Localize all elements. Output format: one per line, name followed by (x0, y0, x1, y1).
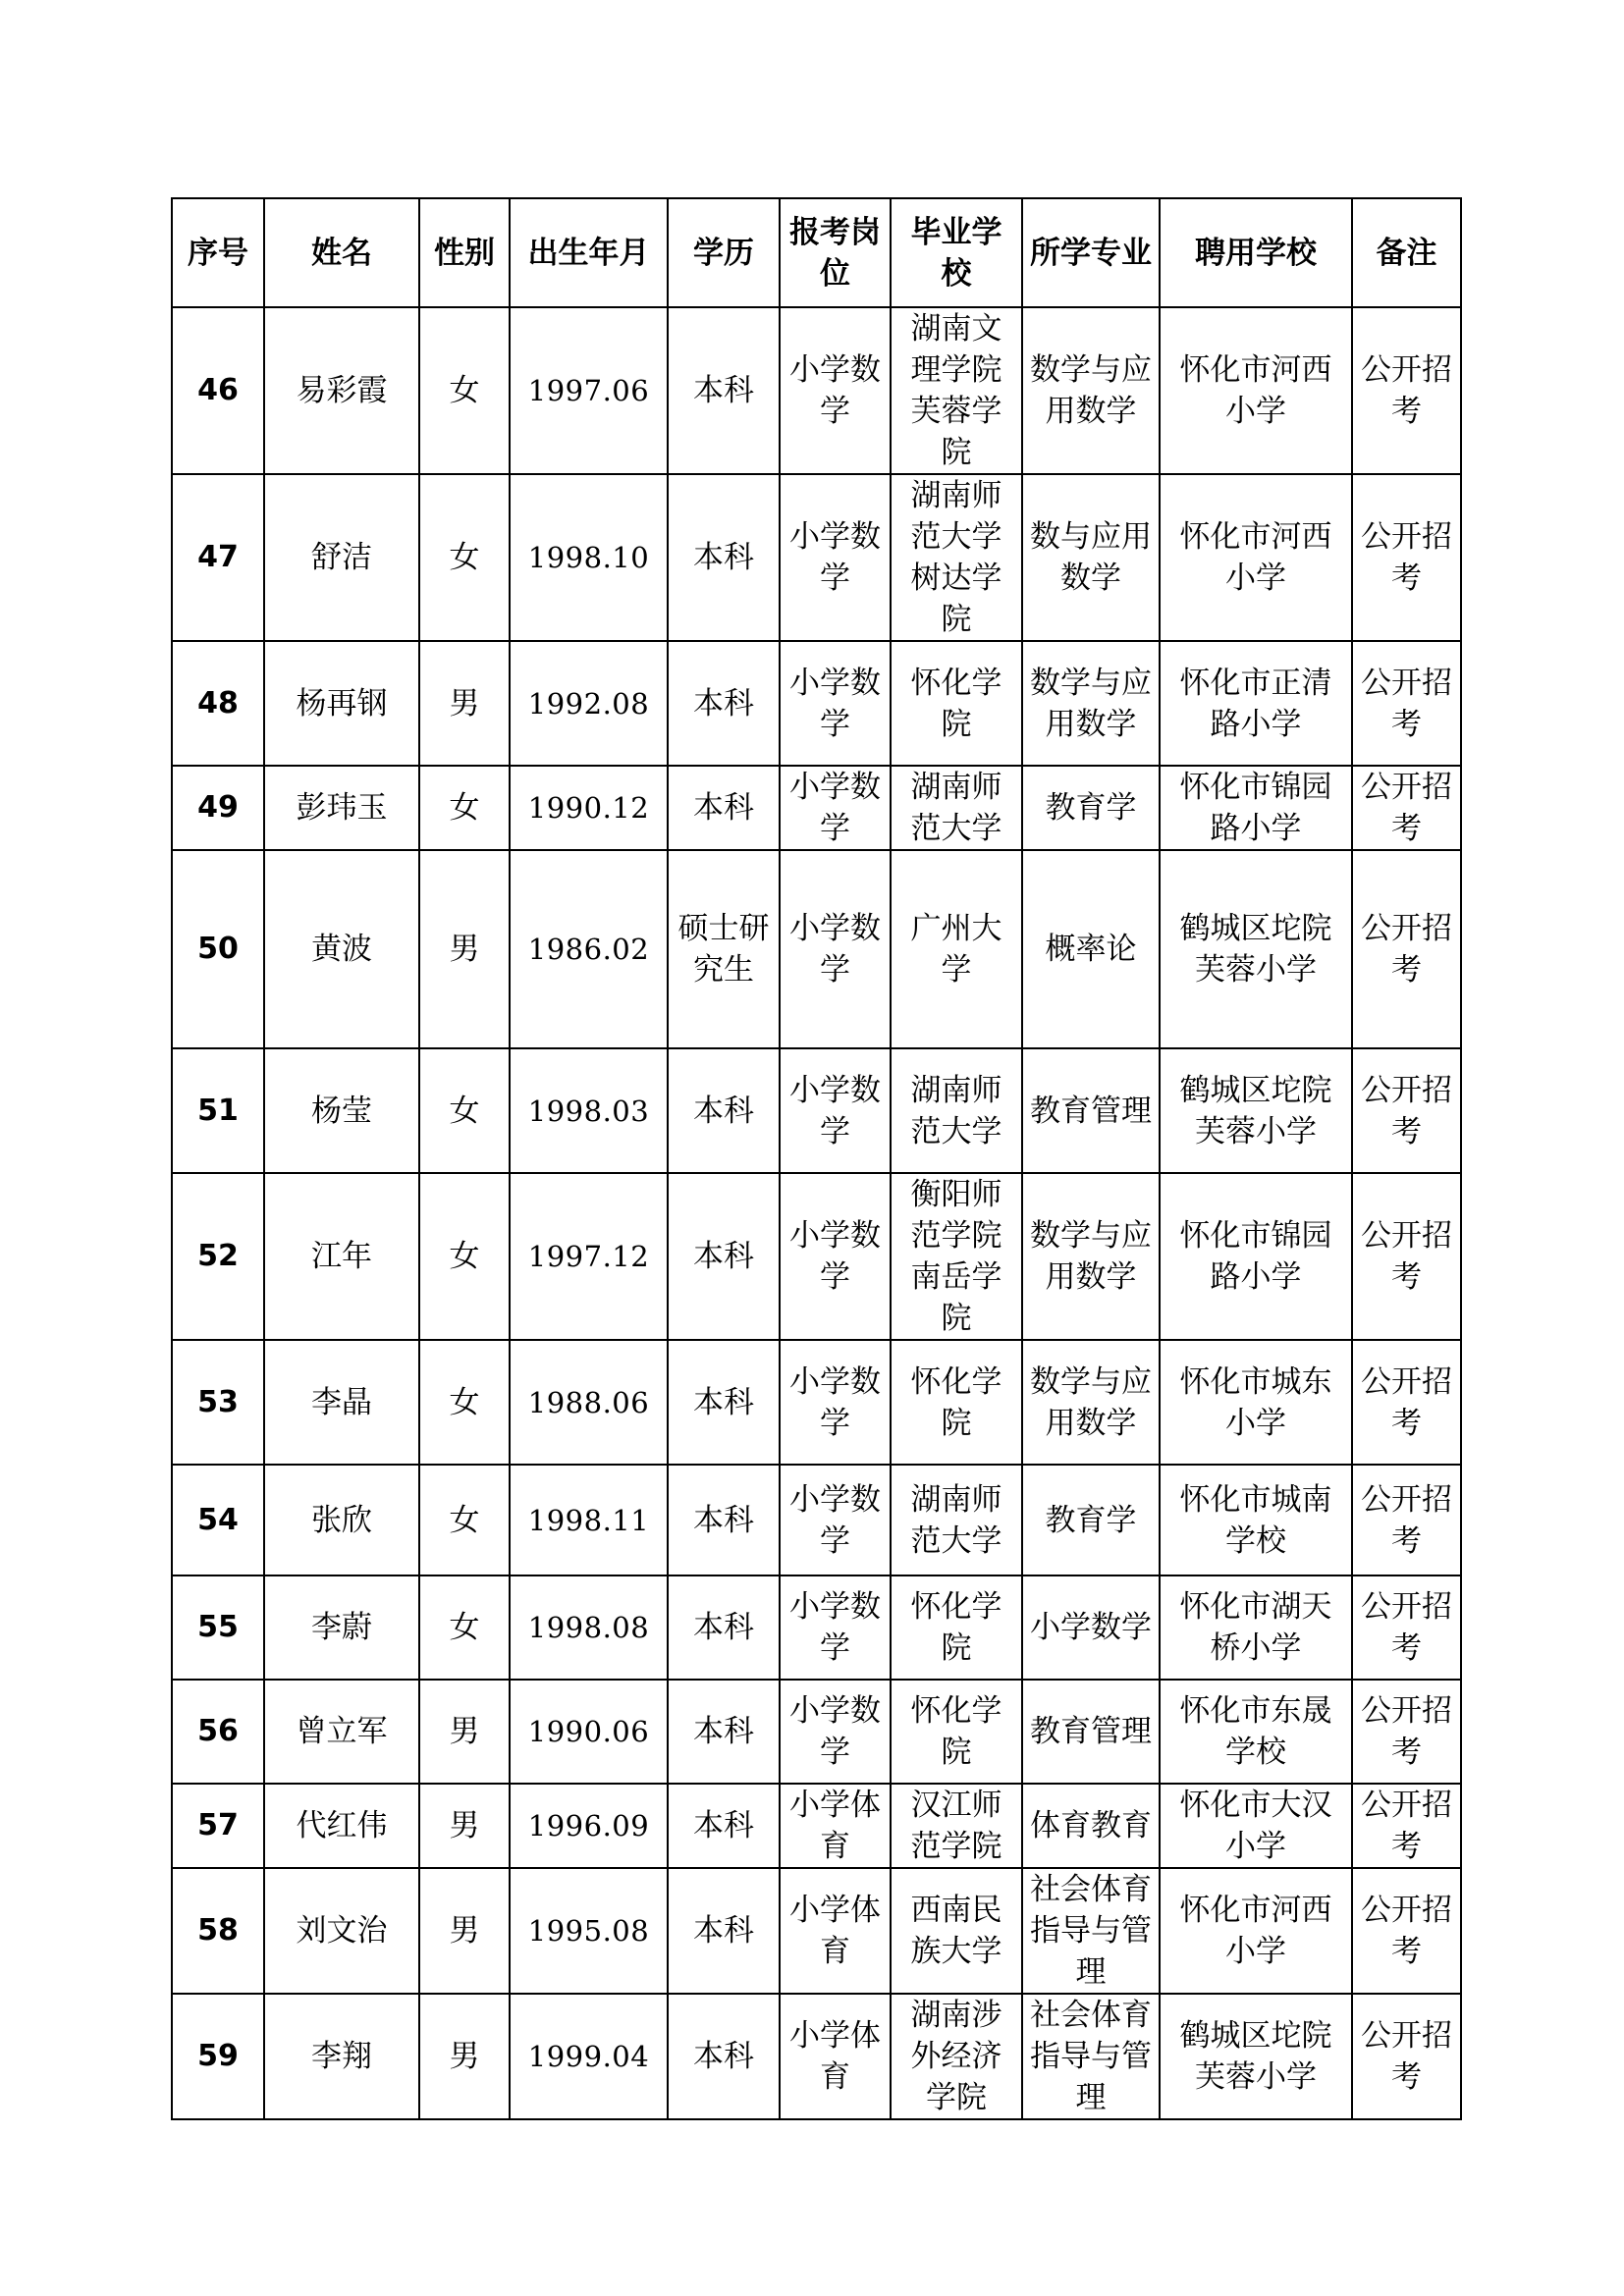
cell-remark: 公开招考 (1352, 850, 1461, 1048)
cell-remark: 公开招考 (1352, 1173, 1461, 1340)
cell-seq: 50 (172, 850, 264, 1048)
cell-major: 数学与应用数学 (1022, 641, 1160, 766)
cell-major: 社会体育指导与管理 (1022, 1868, 1160, 1994)
header-gender: 性别 (419, 198, 510, 307)
cell-education: 本科 (668, 1575, 780, 1680)
cell-seq: 48 (172, 641, 264, 766)
cell-employer: 鹤城区坨院芙蓉小学 (1160, 1048, 1352, 1173)
cell-birth: 1995.08 (510, 1868, 668, 1994)
header-birth: 出生年月 (510, 198, 668, 307)
cell-employer: 怀化市湖天桥小学 (1160, 1575, 1352, 1680)
cell-name: 杨莹 (264, 1048, 419, 1173)
cell-birth: 1998.08 (510, 1575, 668, 1680)
cell-gender: 女 (419, 1465, 510, 1575)
cell-name: 李晶 (264, 1340, 419, 1465)
table-row (172, 641, 1461, 766)
cell-remark: 公开招考 (1352, 1868, 1461, 1994)
header-employer: 聘用学校 (1160, 198, 1352, 307)
cell-position: 小学体育 (780, 1994, 891, 2119)
cell-school: 湖南涉外经济学院 (891, 1994, 1022, 2119)
cell-remark: 公开招考 (1352, 766, 1461, 850)
cell-education: 本科 (668, 1680, 780, 1784)
cell-gender: 女 (419, 1048, 510, 1173)
cell-school: 汉江师范学院 (891, 1784, 1022, 1868)
table-row (172, 1575, 1461, 1680)
cell-birth: 1998.10 (510, 474, 668, 641)
cell-education: 本科 (668, 1868, 780, 1994)
cell-birth: 1992.08 (510, 641, 668, 766)
cell-remark: 公开招考 (1352, 1575, 1461, 1680)
cell-employer: 怀化市河西小学 (1160, 474, 1352, 641)
cell-major: 数学与应用数学 (1022, 1340, 1160, 1465)
cell-seq: 49 (172, 766, 264, 850)
table-row (172, 1340, 1461, 1465)
cell-gender: 女 (419, 1575, 510, 1680)
cell-seq: 56 (172, 1680, 264, 1784)
cell-employer: 怀化市城南学校 (1160, 1465, 1352, 1575)
cell-education: 本科 (668, 1784, 780, 1868)
cell-remark: 公开招考 (1352, 1784, 1461, 1868)
table-row (172, 766, 1461, 850)
cell-remark: 公开招考 (1352, 1680, 1461, 1784)
cell-position: 小学数学 (780, 1575, 891, 1680)
header-major: 所学专业 (1022, 198, 1160, 307)
cell-birth: 1988.06 (510, 1340, 668, 1465)
recruitment-table (171, 197, 1462, 2120)
cell-major: 教育管理 (1022, 1680, 1160, 1784)
cell-position: 小学数学 (780, 850, 891, 1048)
cell-birth: 1997.12 (510, 1173, 668, 1340)
cell-remark: 公开招考 (1352, 1340, 1461, 1465)
cell-major: 数学与应用数学 (1022, 307, 1160, 474)
cell-position: 小学数学 (780, 1465, 891, 1575)
cell-major: 概率论 (1022, 850, 1160, 1048)
table-row (172, 1048, 1461, 1173)
cell-employer: 怀化市锦园路小学 (1160, 766, 1352, 850)
table-row (172, 1784, 1461, 1868)
cell-remark: 公开招考 (1352, 1994, 1461, 2119)
cell-employer: 怀化市正清路小学 (1160, 641, 1352, 766)
cell-gender: 女 (419, 1173, 510, 1340)
cell-seq: 58 (172, 1868, 264, 1994)
cell-major: 教育学 (1022, 766, 1160, 850)
cell-employer: 怀化市大汉小学 (1160, 1784, 1352, 1868)
cell-name: 杨再钢 (264, 641, 419, 766)
cell-gender: 男 (419, 1994, 510, 2119)
cell-gender: 男 (419, 850, 510, 1048)
cell-seq: 47 (172, 474, 264, 641)
cell-school: 西南民族大学 (891, 1868, 1022, 1994)
cell-name: 彭玮玉 (264, 766, 419, 850)
cell-education: 本科 (668, 307, 780, 474)
cell-remark: 公开招考 (1352, 641, 1461, 766)
cell-position: 小学体育 (780, 1868, 891, 1994)
cell-name: 舒洁 (264, 474, 419, 641)
cell-name: 江年 (264, 1173, 419, 1340)
cell-employer: 怀化市锦园路小学 (1160, 1173, 1352, 1340)
cell-school: 怀化学院 (891, 1680, 1022, 1784)
cell-gender: 男 (419, 1868, 510, 1994)
cell-gender: 男 (419, 1784, 510, 1868)
cell-school: 怀化学院 (891, 1340, 1022, 1465)
cell-seq: 53 (172, 1340, 264, 1465)
cell-education: 本科 (668, 1465, 780, 1575)
cell-school: 怀化学院 (891, 1575, 1022, 1680)
cell-gender: 女 (419, 474, 510, 641)
cell-position: 小学数学 (780, 1173, 891, 1340)
cell-birth: 1986.02 (510, 850, 668, 1048)
cell-position: 小学数学 (780, 474, 891, 641)
cell-school: 衡阳师范学院南岳学院 (891, 1173, 1022, 1340)
cell-education: 本科 (668, 1173, 780, 1340)
cell-name: 代红伟 (264, 1784, 419, 1868)
cell-name: 易彩霞 (264, 307, 419, 474)
table-row (172, 474, 1461, 641)
cell-education: 本科 (668, 641, 780, 766)
cell-school: 湖南文理学院芙蓉学院 (891, 307, 1022, 474)
cell-gender: 女 (419, 307, 510, 474)
cell-position: 小学数学 (780, 1048, 891, 1173)
cell-position: 小学数学 (780, 766, 891, 850)
table-row (172, 1680, 1461, 1784)
cell-major: 数与应用数学 (1022, 474, 1160, 641)
cell-remark: 公开招考 (1352, 474, 1461, 641)
cell-school: 广州大学 (891, 850, 1022, 1048)
cell-school: 湖南师范大学 (891, 1465, 1022, 1575)
cell-gender: 女 (419, 1340, 510, 1465)
cell-position: 小学数学 (780, 1680, 891, 1784)
cell-major: 小学数学 (1022, 1575, 1160, 1680)
cell-major: 社会体育指导与管理 (1022, 1994, 1160, 2119)
cell-employer: 鹤城区坨院芙蓉小学 (1160, 1994, 1352, 2119)
cell-school: 湖南师范大学 (891, 1048, 1022, 1173)
table-row (172, 1868, 1461, 1994)
cell-birth: 1997.06 (510, 307, 668, 474)
cell-employer: 怀化市东晟学校 (1160, 1680, 1352, 1784)
cell-education: 本科 (668, 474, 780, 641)
cell-major: 数学与应用数学 (1022, 1173, 1160, 1340)
cell-remark: 公开招考 (1352, 1048, 1461, 1173)
cell-name: 曾立军 (264, 1680, 419, 1784)
cell-name: 李翔 (264, 1994, 419, 2119)
cell-seq: 46 (172, 307, 264, 474)
header-school: 毕业学校 (891, 198, 1022, 307)
cell-seq: 55 (172, 1575, 264, 1680)
cell-seq: 52 (172, 1173, 264, 1340)
cell-education: 本科 (668, 1048, 780, 1173)
header-name: 姓名 (264, 198, 419, 307)
cell-remark: 公开招考 (1352, 1465, 1461, 1575)
cell-remark: 公开招考 (1352, 307, 1461, 474)
cell-seq: 59 (172, 1994, 264, 2119)
cell-name: 李蔚 (264, 1575, 419, 1680)
cell-school: 怀化学院 (891, 641, 1022, 766)
header-row (172, 198, 1461, 307)
cell-education: 本科 (668, 1340, 780, 1465)
cell-major: 教育学 (1022, 1465, 1160, 1575)
cell-name: 刘文治 (264, 1868, 419, 1994)
cell-major: 体育教育 (1022, 1784, 1160, 1868)
cell-seq: 51 (172, 1048, 264, 1173)
cell-birth: 1998.11 (510, 1465, 668, 1575)
cell-birth: 1998.03 (510, 1048, 668, 1173)
header-seq: 序号 (172, 198, 264, 307)
cell-name: 黄波 (264, 850, 419, 1048)
cell-position: 小学数学 (780, 307, 891, 474)
cell-education: 硕士研究生 (668, 850, 780, 1048)
cell-birth: 1990.06 (510, 1680, 668, 1784)
cell-education: 本科 (668, 766, 780, 850)
cell-name: 张欣 (264, 1465, 419, 1575)
cell-employer: 怀化市城东小学 (1160, 1340, 1352, 1465)
cell-position: 小学数学 (780, 641, 891, 766)
cell-gender: 男 (419, 641, 510, 766)
cell-position: 小学数学 (780, 1340, 891, 1465)
cell-birth: 1999.04 (510, 1994, 668, 2119)
cell-birth: 1996.09 (510, 1784, 668, 1868)
cell-gender: 女 (419, 766, 510, 850)
cell-employer: 怀化市河西小学 (1160, 307, 1352, 474)
table-row (172, 1994, 1461, 2119)
cell-employer: 鹤城区坨院芙蓉小学 (1160, 850, 1352, 1048)
table-row (172, 1173, 1461, 1340)
cell-seq: 57 (172, 1784, 264, 1868)
header-education: 学历 (668, 198, 780, 307)
table-row (172, 850, 1461, 1048)
header-position: 报考岗位 (780, 198, 891, 307)
cell-school: 湖南师范大学树达学院 (891, 474, 1022, 641)
cell-gender: 男 (419, 1680, 510, 1784)
cell-major: 教育管理 (1022, 1048, 1160, 1173)
cell-education: 本科 (668, 1994, 780, 2119)
cell-employer: 怀化市河西小学 (1160, 1868, 1352, 1994)
cell-birth: 1990.12 (510, 766, 668, 850)
header-remark: 备注 (1352, 198, 1461, 307)
cell-school: 湖南师范大学 (891, 766, 1022, 850)
table-row (172, 307, 1461, 474)
cell-position: 小学体育 (780, 1784, 891, 1868)
table-row (172, 1465, 1461, 1575)
cell-seq: 54 (172, 1465, 264, 1575)
